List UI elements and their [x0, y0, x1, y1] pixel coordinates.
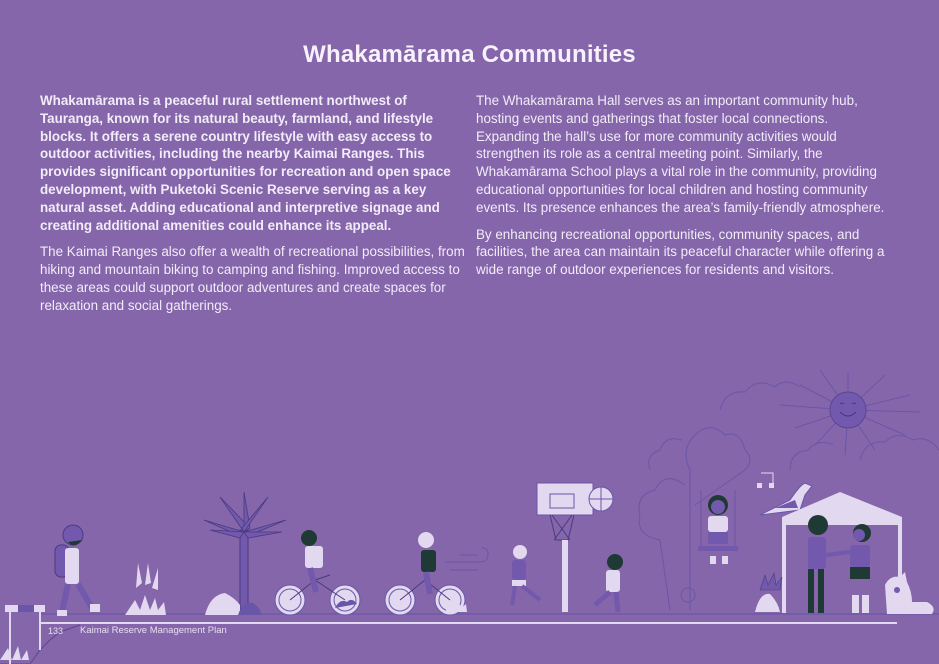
tree-icon	[639, 428, 750, 611]
document-title: Kaimai Reserve Management Plan	[80, 625, 227, 636]
agave-icon	[760, 573, 782, 590]
palm-tree-icon	[204, 492, 286, 615]
page-title: Whakamārama Communities	[303, 41, 636, 68]
people-shaking-hands-icon	[808, 515, 871, 613]
cyclist-icon	[385, 532, 488, 615]
sun-icon	[780, 370, 920, 455]
page-number: 133	[48, 626, 64, 636]
music-note-icon	[757, 473, 774, 488]
summary-paragraph: By enhancing recreational opportunities, community spaces, and facilities, the area can maintain its peaceful character while offering a wide range of outdoor experiences for residents and visitors.	[476, 226, 885, 278]
cyclist-icon	[275, 530, 360, 615]
girl-on-swing-icon	[698, 490, 738, 564]
running-boy-icon	[595, 554, 623, 612]
intro-paragraph: Whakamārama is a peaceful rural settlement northwest of Tauranga, known for its natural beauty, farmland, and lifestyle blocks. It offers a serene country lifestyle with easy access to outdoor activities, including the nearby Kaimai Ranges. This provides significant opportunities for recreation and open space development, with Puketoki Scenic Reserve serving as a key natural asset. Adding educational and interpretive signage and creating additional amenities could enhance its appeal.	[40, 93, 451, 233]
dog-icon	[885, 572, 934, 614]
clouds-icon	[649, 382, 939, 470]
bush-icon	[755, 594, 780, 612]
kaimai-ranges-paragraph: The Kaimai Ranges also offer a wealth of recreational possibilities, from hiking and mountain biking to camping and fishing. Improved access to these areas could support outdoor adventures and create spaces for relaxation and social gatherings.	[40, 244, 465, 313]
basketball-hoop-icon	[537, 483, 593, 612]
wind-lines-icon	[445, 548, 488, 570]
right-column	[476, 92, 890, 288]
grass-icon	[0, 646, 29, 660]
hiker-icon	[55, 525, 100, 616]
running-girl-icon	[512, 545, 540, 605]
community-illustration	[0, 360, 939, 664]
basketball-icon	[589, 487, 613, 511]
hall-school-paragraph: The Whakamārama Hall serves as an important community hub, hosting events and gatherings that foster local connections. Expanding the hall’s use for more community activities would strengthen its role as a central meeting point. Similarly, the Whakamārama School plays a vital role in the community, providing educational opportunities for local children and hosting community events. Its presence enhances the area’s family-friendly atmosphere.	[476, 93, 885, 215]
left-column	[40, 92, 465, 324]
flax-plant-icon	[125, 563, 166, 615]
